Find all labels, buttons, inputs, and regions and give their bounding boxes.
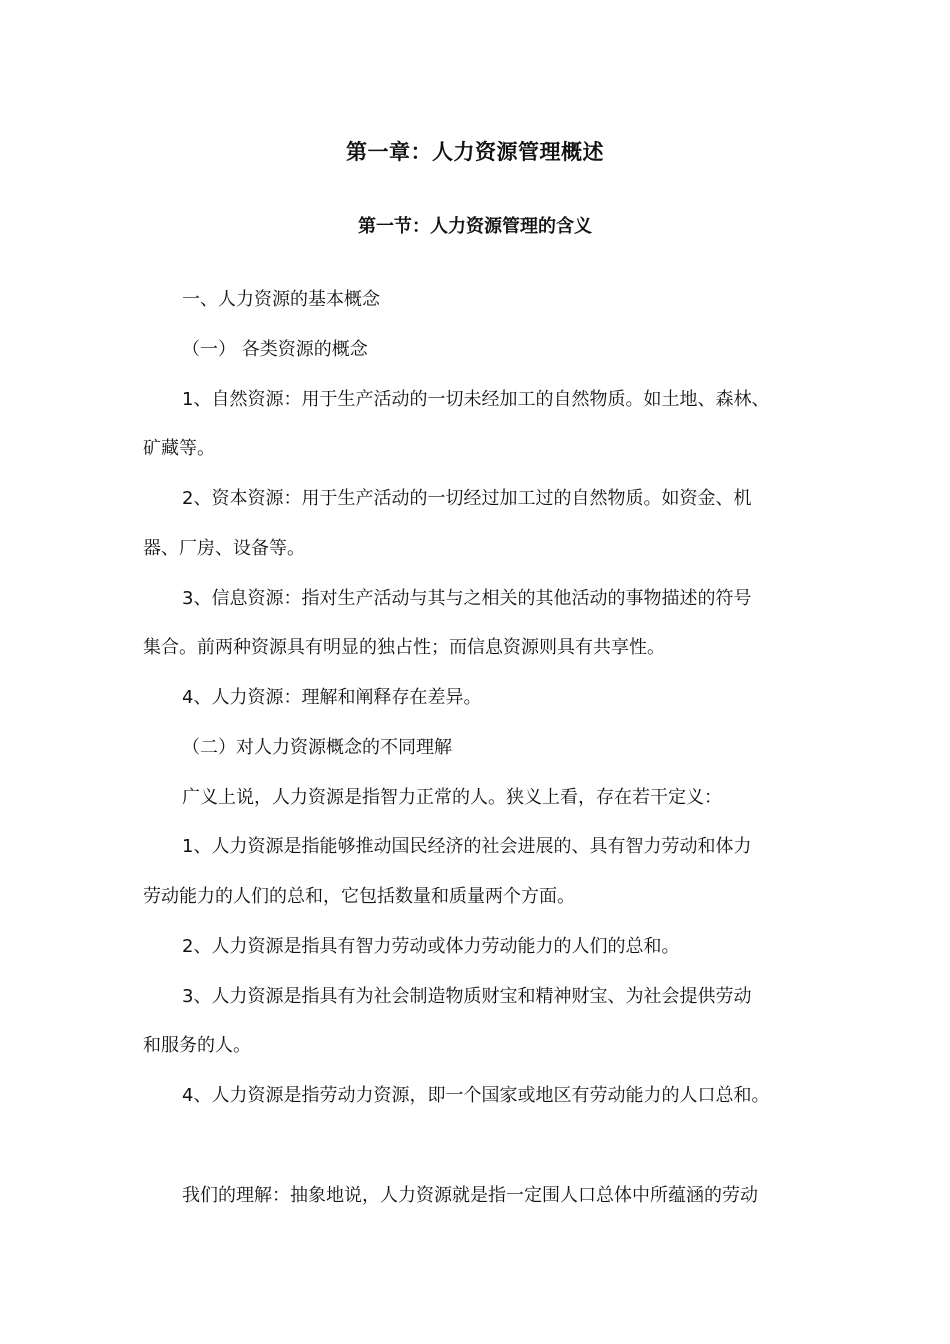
paragraph-line: 器、厂房、设备等。: [143, 538, 305, 559]
paragraph-line: 我们的理解：抽象地说，人力资源就是指一定围人口总体中所蕴涵的劳动: [182, 1185, 758, 1206]
paragraph-line: 2、人力资源是指具有智力劳动或体力劳动能力的人们的总和。: [182, 936, 680, 957]
subheading-different-understandings: （二）对人力资源概念的不同理解: [182, 737, 452, 758]
paragraph-line: 和服务的人。: [143, 1035, 251, 1056]
paragraph-line: 4、人力资源是指劳动力资源，即一个国家或地区有劳动能力的人口总和。: [182, 1085, 770, 1106]
paragraph-line: 广义上说，人力资源是指智力正常的人。狭义上看，存在若干定义：: [182, 787, 722, 808]
paragraph-line: 矿藏等。: [143, 438, 215, 459]
paragraph-line: 3、人力资源是指具有为社会制造物质财宝和精神财宝、为社会提供劳动: [182, 986, 752, 1007]
paragraph-line: 集合。前两种资源具有明显的独占性；而信息资源则具有共享性。: [143, 637, 665, 658]
paragraph-line: 3、信息资源：指对生产活动与其与之相关的其他活动的事物描述的符号: [182, 588, 752, 609]
heading-basic-concept: 一、人力资源的基本概念: [182, 289, 380, 310]
paragraph-line: 1、自然资源：用于生产活动的一切未经加工的自然物质。如土地、森林、: [182, 389, 770, 410]
paragraph-line: 1、人力资源是指能够推动国民经济的社会进展的、具有智力劳动和体力: [182, 836, 752, 857]
paragraph-line: 劳动能力的人们的总和，它包括数量和质量两个方面。: [143, 886, 575, 907]
subheading-resource-concepts: （一） 各类资源的概念: [182, 339, 368, 360]
paragraph-line: 2、资本资源：用于生产活动的一切经过加工过的自然物质。如资金、机: [182, 488, 752, 509]
section-title: 第一节：人力资源管理的含义: [358, 216, 592, 237]
chapter-title: 第一章：人力资源管理概述: [346, 140, 604, 164]
paragraph-line: 4、人力资源：理解和阐释存在差异。: [182, 687, 482, 708]
